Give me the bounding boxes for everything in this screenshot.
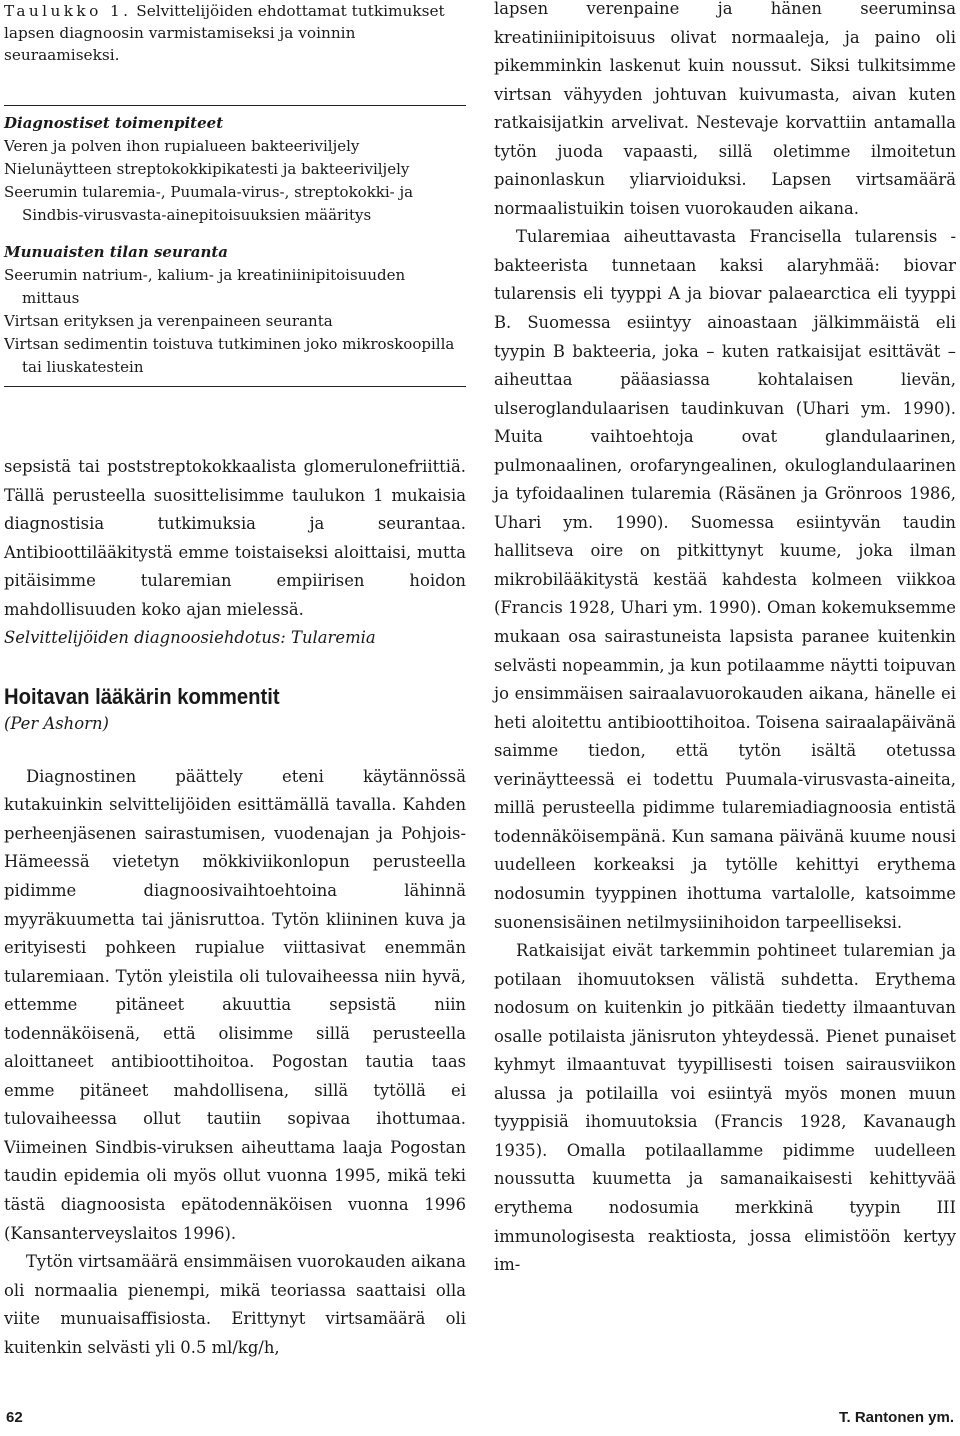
table-caption [4,0,466,66]
table-caption-text: Selvittelijöiden ehdottamat tutkimukset [136,2,445,20]
table-row: Nielunäytteen streptokokkipikatesti ja bakteeriviljely [4,160,410,178]
paragraph: sepsistä tai poststreptokokkaalista glomerulonefriittiä. Tällä perusteella suosittelisimme taulukon 1 mukaisia diagnostisia tutkimuksia ja seurantaa. Antibioottilääkitystä emme toistaiseksi aloittaisi, mutta pitäisimme tularemian empiirisen hoidon mahdollisuuden koko ajan mielessä. [4,457,466,619]
section-heading: Hoitavan lääkärin kommentit [4,683,280,709]
table-top-rule [4,105,466,106]
table-section-title: Munuaisten tilan seuranta [4,243,229,261]
table-row: Sindbis-virusvasta-ainepitoisuuksien määritys [22,206,372,224]
table-caption-line2: lapsen diagnoosin varmistamiseksi ja voinnin seuraamiseksi. [4,24,356,64]
section-author: (Per Ashorn) [4,713,109,733]
left-column [4,0,466,1362]
table-bottom-rule [4,386,466,387]
table-row: mittaus [22,289,80,307]
table-row: tai liuskatestein [22,358,144,376]
paragraph: Tularemiaa aiheuttavasta Francisella tularensis -bakteerista tunnetaan kaksi alaryhmää: biovar tularensis eli tyyppi A ja biovar palaearctica eli tyyppi B. Suomessa esiintyy ainoastaan jälkimmäistä eli tyypin B bakteeria, joka – kuten ratkaisijat esittävät – aiheuttaa pääasiassa kohtalaisen lievän, ulseroglandulaarisen taudinkuvan (Uhari ym. 1990). Muita vaihtoehtoja ovat glandulaarinen, pulmonaalinen, orofaryngealinen, okuloglandulaarinen ja tyfoidaalinen tularemia (Räsänen ja Grönroos 1986, Uhari ym. 1990). Suomessa esiintyvän taudin hallitseva oire on pitkittynyt kuume, joka ilman mikrobilääkitystä kestää kahdesta kolmeen viikkoa (Francis 1928, Uhari ym. 1990). Oman kokemuksemme mukaan osa sairastuneista lapsista paranee kuitenkin selvästi nopeammin, ja kun potilaamme näytti toipuvan jo ensimmäisen sairaalavuorokauden aikana, hänelle ei heti aloitettu antibioottihoitoa. Toisena sairaalapäivänä saimme tiedon, että tytön isältä otetussa verinäytteessä ei todettu Puumala-virusvasta-aineita, millä perusteella pidimme tularemiadiagnoosia entistä todennäköisempänä. Kun samana päivänä kuume nousi uudelleen korkeaksi ja tytölle kehittyi erythema nodosumin tyyppinen ihottuma vartalolle, katsoimme suonensisäinen netilmysiinihoidon tarpeelliseksi. [494,227,956,932]
page-number: 62 [6,1409,23,1426]
diagnosis-suggestion: Selvittelijöiden diagnoosiehdotus: Tularemia [4,628,376,648]
left-body-text [4,453,466,653]
left-body-text-2 [4,763,466,1362]
right-body-text [494,0,956,1280]
table-label: Taulukko 1. [4,2,132,20]
table-section-title: Diagnostiset toimenpiteet [4,114,224,132]
table-row: Seerumin natrium-, kalium- ja kreatiniinipitoisuuden [4,266,406,284]
table-row: Seerumin tularemia-, Puumala-virus-, streptokokki- ja [4,183,414,201]
paragraph: Ratkaisijat eivät tarkemmin pohtineet tularemian ja potilaan ihomuutoksen välistä suhdetta. Erythema nodosum on kuitenkin jo pitkään tiedetty ilmaantuvan osalle potilaista jänisruton yhteydessä. Pienet punaiset kyhmyt ilmaantuvat tyypillisesti toisen sairausviikon alussa ja potilailla voi esiintyä myös monen muun tyyppisiä ihomuutoksia (Francis 1928, Kavanaugh 1935). Omalla potilaallamme pidimme uudelleen noussutta kuumetta ja samanaikaisesti kehittyvää erythema nodosumia merkkinä tyypin III immunologisesta reaktiosta, jossa elimistöön kertyy im- [494,941,956,1275]
table-row: Virtsan erityksen ja verenpaineen seuranta [4,312,333,330]
table-row: Veren ja polven ihon rupialueen bakteeriviljely [4,137,360,155]
running-footer-author: T. Rantonen ym. [838,1409,954,1426]
table-row: Virtsan sedimentin toistuva tutkiminen joko mikroskoopilla [4,335,455,353]
diagnostics-table [4,105,466,387]
paragraph: Tytön virtsamäärä ensimmäisen vuorokauden aikana oli normaalia pienempi, mikä teoriassa saattaisi olla viite munuaisaffisiosta. Erittynyt virtsamäärä oli kuitenkin selvästi yli 0.5 ml/kg/h, [4,1252,466,1357]
right-column [494,0,956,1280]
paragraph: lapsen verenpaine ja hänen seeruminsa kreatiniinipitoisuus olivat normaaleja, ja paino oli pikemminkin laskenut kuin noussut. Siksi tulkitsimme virtsan vähyyden johtuvan kuivumasta, aivan kuten ratkaisijatkin arvelivat. Nestevaje korvattiin antamalla tytön juoda vapaasti, sillä oletimme ilmoitetun painonlaskun yliarvioiduksi. Lapsen virtsamäärä normaalistuikin toisen vuorokauden aikana. [494,0,956,218]
paragraph: Diagnostinen päättely eteni käytännössä kutakuinkin selvittelijöiden esittämällä tavalla. Kahden perheenjäsenen sairastumisen, vuodenajan ja Pohjois-Hämeessä vietetyn mökkiviikonlopun perusteella pidimme diagnoosivaihtoehtoina lähinnä myyräkuumetta tai jänisruttoa. Tytön kliininen kuva ja erityisesti pohkeen rupialue viittasivat enemmän tularemiaan. Tytön yleistila oli tulovaiheessa niin hyvä, ettemme pitäneet akuuttia sepsistä niin todennäköisenä, että olisimme sillä perusteella aloittaneet antibioottihoitoa. Pogostan tautia taas emme pitäneet mahdollisena, sillä tytöllä ei tulovaiheessa ollut tautiin sopivaa ihottumaa. Viimeinen Sindbis-viruksen aiheuttama laaja Pogostan taudin epidemia oli myös ollut vuonna 1995, mikä teki tästä diagnoosista epätodennäköisen vuonna 1996 (Kansanterveyslaitos 1996). [4,766,466,1243]
